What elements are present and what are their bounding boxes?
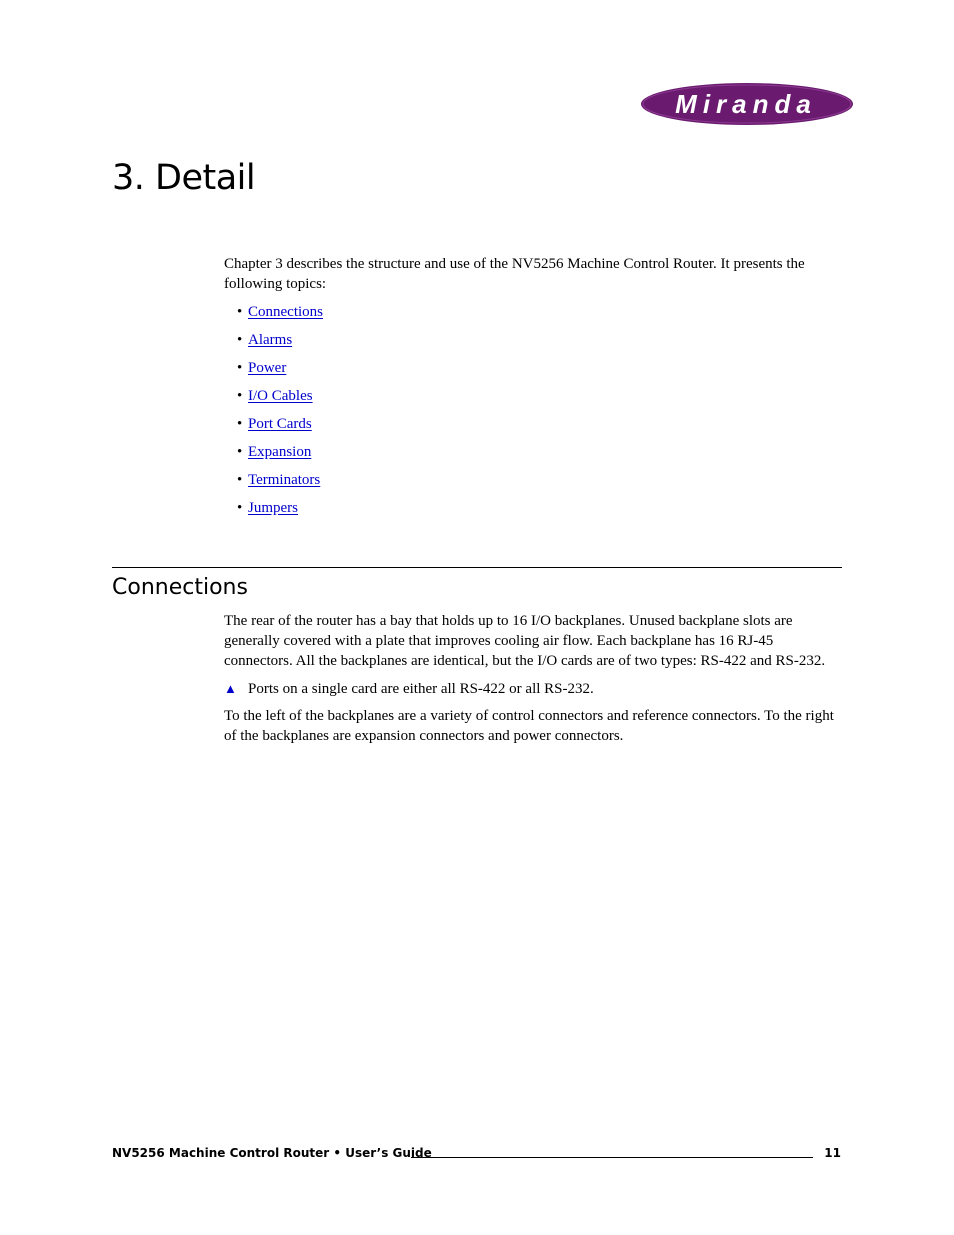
topic-link-connections[interactable]: Connections bbox=[248, 304, 323, 320]
list-item bbox=[237, 302, 323, 330]
topic-list bbox=[237, 302, 323, 526]
logo-wordmark: Miranda bbox=[675, 89, 817, 119]
list-item bbox=[237, 330, 323, 358]
footer-rule bbox=[411, 1157, 813, 1158]
chapter-intro: Chapter 3 describes the structure and use of the NV5256 Machine Control Router. It presents the following topics: bbox=[224, 256, 805, 292]
connections-paragraph-1: The rear of the router has a bay that holds up to 16 I/O backplanes. Unused backplane slots are generally covered with a plate that improves cooling air flow. Each backplane has 16 RJ-45 connectors. All the backplanes are identical, but the I/O cards are of two types: RS-422 and RS-232. bbox=[224, 613, 826, 669]
list-item bbox=[237, 414, 323, 442]
bullet: • bbox=[237, 388, 243, 404]
note-text: Ports on a single card are either all RS-422 or all RS-232. bbox=[248, 681, 594, 697]
list-item bbox=[237, 358, 323, 386]
topic-link-terminators[interactable]: Terminators bbox=[248, 472, 321, 488]
list-item bbox=[237, 386, 323, 414]
bullet: • bbox=[237, 416, 243, 432]
bullet: • bbox=[237, 360, 243, 376]
topic-link-power[interactable]: Power bbox=[248, 360, 287, 376]
bullet: • bbox=[237, 444, 243, 460]
topic-link-port-cards[interactable]: Port Cards bbox=[248, 416, 312, 432]
footer-doc-title: NV5256 Machine Control Router • User’s Guide bbox=[112, 1146, 432, 1160]
list-item bbox=[237, 498, 323, 526]
topic-link-expansion[interactable]: Expansion bbox=[248, 444, 312, 460]
note bbox=[224, 679, 594, 699]
miranda-logo bbox=[640, 82, 854, 126]
chapter-title: 3. Detail bbox=[112, 158, 256, 198]
topic-link-alarms[interactable]: Alarms bbox=[248, 332, 293, 348]
list-item bbox=[237, 442, 323, 470]
list-item bbox=[237, 470, 323, 498]
connections-paragraph-2: To the left of the backplanes are a variety of control connectors and reference connectors. To the right of the backplanes are expansion connectors and power connectors. bbox=[224, 708, 834, 744]
bullet: • bbox=[237, 472, 243, 488]
bullet: • bbox=[237, 304, 243, 320]
topic-link-jumpers[interactable]: Jumpers bbox=[248, 500, 298, 516]
page-number: 11 bbox=[824, 1146, 841, 1160]
triangle-up-icon: ▲ bbox=[224, 681, 237, 696]
topic-link-io-cables[interactable]: I/O Cables bbox=[248, 388, 313, 404]
section-heading-connections: Connections bbox=[112, 575, 248, 600]
section-divider bbox=[112, 567, 842, 568]
bullet: • bbox=[237, 332, 243, 348]
bullet: • bbox=[237, 500, 243, 516]
